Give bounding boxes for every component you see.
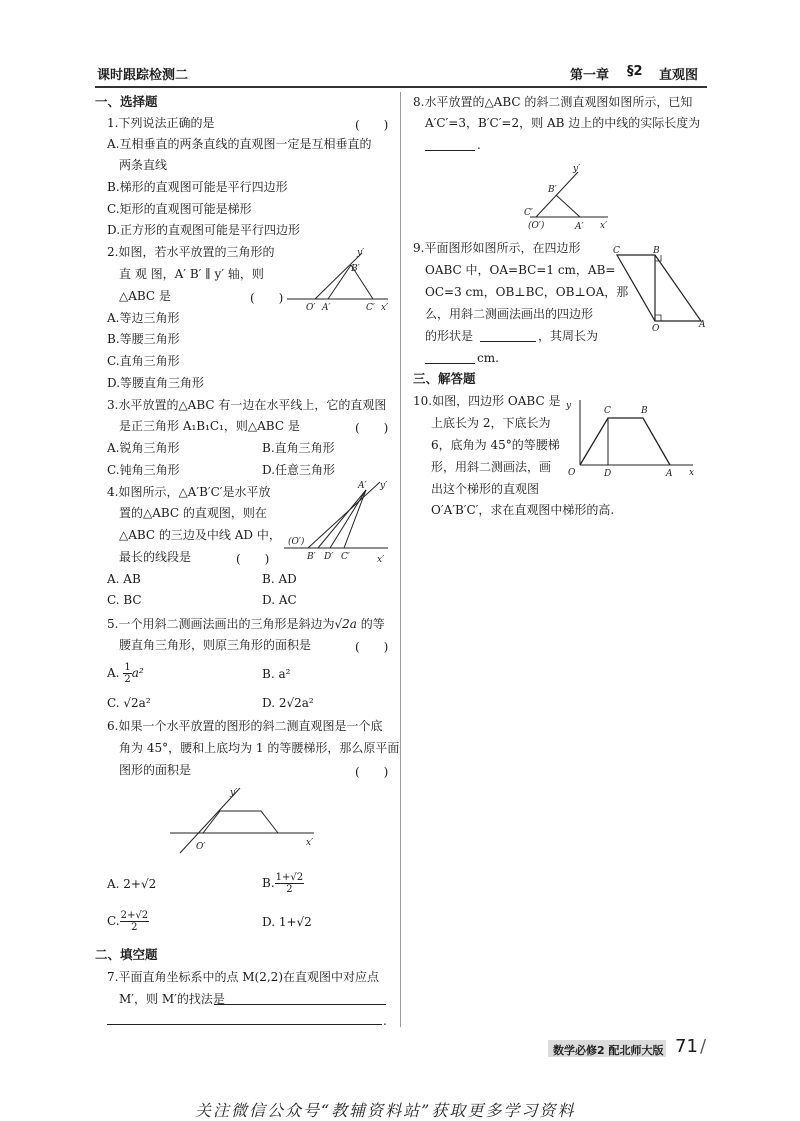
q4-side-ac <box>344 490 366 548</box>
q2-label-y: y′ <box>357 248 365 258</box>
q8-figure <box>518 162 613 234</box>
q8-label-x: x′ <box>600 221 608 231</box>
q5-option-c: C. √2a² <box>107 696 151 710</box>
q4-label-y: y′ <box>380 481 388 491</box>
section-fill: 二、填空题 <box>95 947 158 962</box>
q4-option-a: A. AB <box>107 572 141 586</box>
q4-option-d: D. AC <box>262 593 297 607</box>
q4-answer-paren: ( ) <box>236 552 270 566</box>
q2-label-a: A′ <box>322 303 331 313</box>
q5-stem-1a: 5.一个用斜二测画法画出的三角形是斜边为 <box>107 617 335 631</box>
q4-stem-4: 最长的线段是 <box>119 550 192 564</box>
q8-side-ba <box>556 195 580 217</box>
q3-option-d: D.任意三角形 <box>262 463 336 477</box>
q6-label-x: x′ <box>306 838 314 848</box>
q10-stem-2: 上底长为 2，下底长为 <box>431 416 551 430</box>
q10-stem-3: 6，底角为 45°的等腰梯 <box>431 438 560 452</box>
header-chapter: 第一章 <box>570 68 610 83</box>
q8-stem-2: A′C′=3，B′C′=2，则 AB 边上的中线的实际长度为 <box>425 116 701 130</box>
q4-side-ab <box>318 490 366 548</box>
page-number-slash: / <box>700 1036 707 1057</box>
q5-option-a <box>107 662 144 685</box>
q10-figure <box>563 395 703 480</box>
q4-y-axis <box>308 482 380 548</box>
q2-figure <box>285 247 395 315</box>
q5-option-a-fraction <box>123 662 131 685</box>
q5-answer-paren: ( ) <box>355 640 389 654</box>
q6-stem-1: 6.如果一个水平放置的图形的斜二测直观图是一个底 <box>107 719 383 733</box>
q10-stem-6: O′A′B′C′，求在直观图中梯形的高. <box>431 503 615 517</box>
q8-label-a: A′ <box>575 222 584 232</box>
q9-label-o: O <box>652 324 660 333</box>
q4-stem-3: △ABC 的三边及中线 AD 中， <box>119 528 281 542</box>
header-rule <box>95 86 707 88</box>
q6-label-y: y′ <box>230 788 238 798</box>
q2-option-b: B.等腰三角形 <box>107 332 180 346</box>
q3-option-b: B.直角三角形 <box>262 441 335 455</box>
q9-stem-5a: 的形状是 <box>425 329 474 343</box>
q1-option-a-cont: 两条直线 <box>119 158 168 172</box>
header-topic: 直观图 <box>659 68 699 83</box>
section-answer: 三、解答题 <box>413 371 476 386</box>
q6-answer-paren: ( ) <box>355 765 389 779</box>
q6-figure <box>168 785 320 855</box>
q9-stem-5b: ，其周长为 <box>538 329 599 343</box>
q6-c-num: 2+√2 <box>120 910 149 921</box>
q3-option-c: C.钝角三角形 <box>107 463 180 477</box>
q10-stem-4: 形，用斜二测画法，画 <box>431 460 552 474</box>
q4-figure <box>280 477 392 569</box>
q8-end: . <box>477 138 481 152</box>
q1-option-c: C.矩形的直观图可能是梯形 <box>107 202 252 216</box>
q3-stem-1: 3.水平放置的△ABC 有一边在水平线上，它的直观图 <box>107 398 387 412</box>
q3-stem-2: 是正三角形 A₁B₁C₁，则△ABC 是 <box>119 419 300 433</box>
q2-answer-paren: ( ) <box>250 291 284 305</box>
q8-label-y: y′ <box>573 164 581 174</box>
q2-side-ab <box>328 265 351 299</box>
q4-label-a: A′ <box>358 481 367 491</box>
q9-label-a: A <box>699 320 706 330</box>
q5-option-d: D. 2√2a² <box>262 696 314 710</box>
q6-label-o: O′ <box>196 842 206 852</box>
q2-stem-1: 2.如图，若水平放置的三角形的 <box>107 245 275 259</box>
q9-shape-blank[interactable] <box>480 328 536 342</box>
q10-label-c: C <box>604 406 611 416</box>
footer-tag: 数学必修2 配北师大版 <box>553 1044 664 1057</box>
header-section: §2 <box>627 64 643 79</box>
q2-option-a: A.等边三角形 <box>107 311 180 325</box>
q9-stem-4: 么，用斜二测画法画出的四边形 <box>425 307 594 321</box>
q10-trapezoid <box>580 418 670 465</box>
q6-stem-2: 角为 45°，腰和上底均为 1 的等腰梯形，那么原平面 <box>119 741 400 755</box>
q9-label-b: B <box>653 246 660 256</box>
q6-option-b <box>262 872 304 895</box>
q4-label-d: D′ <box>324 552 334 562</box>
q4-label-x: x′ <box>377 555 385 565</box>
q8-label-b: B′ <box>548 185 557 195</box>
q2-label-c: C′ <box>366 303 375 313</box>
q7-end: . <box>383 1014 387 1028</box>
q9-perimeter-blank[interactable] <box>425 350 475 364</box>
q2-label-b: B′ <box>351 264 360 274</box>
q2-option-c: C.直角三角形 <box>107 354 180 368</box>
q4-stem-1: 4.如图所示，△A′B′C′是水平放 <box>107 485 271 499</box>
q8-stem-1: 8.水平放置的△ABC 的斜二测直观图如图所示，已知 <box>413 95 693 109</box>
q8-label-o: (O′) <box>528 221 545 231</box>
q10-label-o: O <box>568 468 576 478</box>
q9-unit: cm. <box>477 351 499 365</box>
q6-option-c-label: C. <box>107 914 120 928</box>
q10-label-b: B <box>641 406 648 416</box>
q6-option-a: A. 2+√2 <box>107 877 157 891</box>
q7-answer-blank-2[interactable] <box>107 1011 382 1025</box>
q4-option-c: C. BC <box>107 593 142 607</box>
q1-option-a: A.互相垂直的两条直线的直观图一定是互相垂直的 <box>107 137 372 151</box>
q10-stem-5: 出这个梯形的直观图 <box>431 482 540 496</box>
q5-stem-2: 腰直角三角形，则原三角形的面积是 <box>119 638 312 652</box>
q6-stem-3: 图形的面积是 <box>119 763 192 777</box>
q1-answer-paren: ( ) <box>355 118 389 132</box>
q2-stem-3: △ABC 是 <box>119 289 171 303</box>
q2-y-axis <box>315 253 362 299</box>
q6-c-den: 2 <box>131 922 138 933</box>
q10-label-a: A <box>666 469 673 479</box>
q1-option-d: D.正方形的直观图可能是平行四边形 <box>107 223 301 237</box>
column-divider <box>400 92 401 1027</box>
q5-option-b: B. a² <box>262 667 291 681</box>
q6-trapezoid <box>203 811 278 833</box>
q9-stem-1: 9.平面图形如图所示，在四边形 <box>413 241 581 255</box>
q7-answer-blank-1[interactable] <box>214 991 386 1005</box>
q5-option-a-label: A. <box>107 666 120 680</box>
q9-label-c: C <box>613 246 620 256</box>
q5-a-post: a² <box>131 666 144 680</box>
bottom-watermark-note: 关注微信公众号“教辅资料站”获取更多学习资料 <box>195 1101 576 1120</box>
q2-option-d: D.等腰直角三角形 <box>107 376 205 390</box>
q6-option-b-fraction <box>275 872 304 895</box>
q2-label-x: x′ <box>381 303 389 313</box>
q10-stem-1: 10.如图，四边形 OABC 是 <box>413 394 561 408</box>
q4-label-b: B′ <box>307 552 316 562</box>
q9-quadrilateral <box>617 255 701 321</box>
q4-stem-2: 置的△ABC 的直观图，则在 <box>119 506 267 520</box>
q9-figure <box>610 243 710 333</box>
q8-label-c: C′ <box>524 208 533 218</box>
section-choice: 一、选择题 <box>95 94 158 109</box>
q6-option-c-fraction <box>120 910 149 933</box>
q5-stem-1 <box>107 614 385 634</box>
q10-label-y: y <box>566 401 572 411</box>
page-number: 71 <box>675 1036 698 1057</box>
q6-option-c <box>107 910 149 933</box>
header-title: 课时跟踪检测二 <box>97 68 189 83</box>
q6-b-den: 2 <box>286 884 293 895</box>
q3-option-a: A.锐角三角形 <box>107 441 180 455</box>
q2-label-o: O′ <box>306 303 316 313</box>
q8-y-axis <box>536 172 578 217</box>
q9-stem-2: OABC 中，OA=BC=1 cm，AB= <box>425 263 616 277</box>
q5-stem-1c: 的等 <box>356 617 385 631</box>
q5-a-den: 2 <box>124 674 131 685</box>
q3-answer-paren: ( ) <box>355 421 389 435</box>
q4-option-b: B. AD <box>262 572 297 586</box>
q6-option-b-label: B. <box>262 876 275 890</box>
q9-stem-3: OC=3 cm，OB⊥BC，OB⊥OA，那 <box>425 285 629 299</box>
q4-label-o: (O′) <box>288 537 305 547</box>
q2-stem-2: 直 观 图，A′ B′ ∥ y′ 轴，则 <box>119 267 264 281</box>
q1-stem: 1.下列说法正确的是 <box>107 116 215 130</box>
q8-answer-blank[interactable] <box>425 137 475 151</box>
q10-label-x: x <box>689 468 695 478</box>
q7-stem-1: 7.平面直角坐标系中的点 M(2,2)在直观图中对应点 <box>107 970 379 984</box>
q4-median-ad <box>330 490 366 548</box>
q10-label-d: D <box>604 469 612 479</box>
q5-hyp-value: √2a <box>334 617 357 631</box>
q6-b-num: 1+√2 <box>275 872 304 883</box>
q4-label-c: C′ <box>341 552 350 562</box>
q9-right-angle-o <box>655 315 661 321</box>
q7-stem-2: M′，则 M′的找法是 <box>119 992 225 1006</box>
q6-option-d: D. 1+√2 <box>262 915 312 929</box>
q1-option-b: B.梯形的直观图可能是平行四边形 <box>107 180 288 194</box>
q5-a-num: 1 <box>124 662 131 673</box>
